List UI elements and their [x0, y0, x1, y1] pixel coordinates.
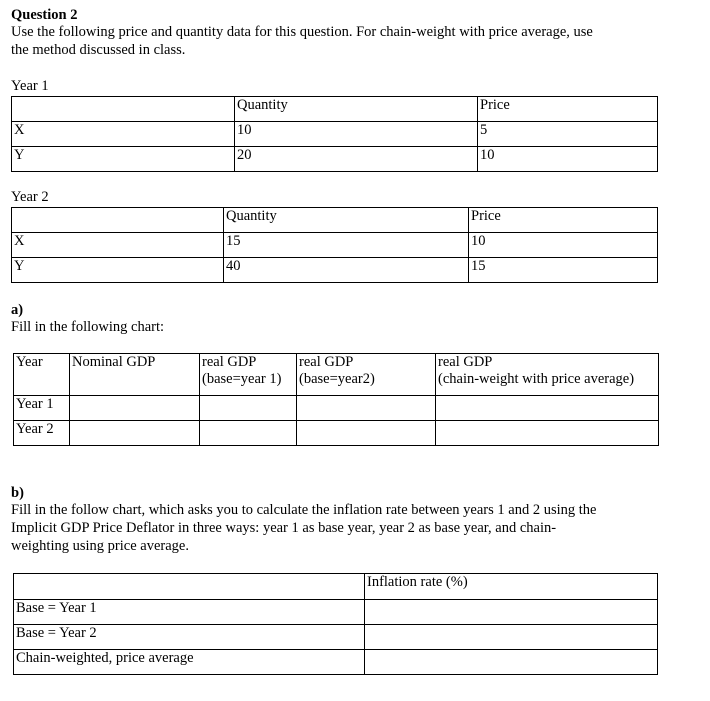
row-label: Base = Year 1 — [14, 600, 365, 625]
table-header: Price — [469, 208, 658, 233]
header-real-gdp-base1-line2: (base=year 1) — [202, 371, 282, 387]
header-real-gdp-base1-line1: real GDP — [202, 354, 257, 370]
table-cell: 10 — [478, 147, 658, 172]
part-a-label: a) — [11, 302, 24, 318]
part-b-line1: Fill in the follow chart, which asks you to calculate the inflation rate between years 1 and 2 using the — [11, 502, 597, 518]
part-b-label: b) — [11, 485, 24, 501]
table-row — [14, 574, 658, 600]
row-label: Year 2 — [14, 421, 70, 446]
table-cell — [365, 625, 658, 650]
table-cell — [12, 208, 224, 233]
row-label: Year 1 — [14, 396, 70, 421]
header-nominal-gdp: Nominal GDP — [72, 354, 156, 370]
header-real-gdp-chain-line2: (chain-weight with price average) — [438, 371, 635, 387]
row-label: Base = Year 2 — [14, 625, 365, 650]
table-cell: X — [12, 233, 224, 258]
table-cell: 10 — [469, 233, 658, 258]
table-row — [14, 354, 659, 396]
table-cell: 15 — [224, 233, 469, 258]
table-cell — [200, 421, 297, 446]
year2-table — [11, 207, 658, 283]
year1-table — [11, 96, 658, 172]
gdp-table — [13, 353, 659, 446]
table-header: Quantity — [235, 97, 478, 122]
table-header — [297, 354, 436, 396]
table-cell — [12, 97, 235, 122]
table-cell: X — [12, 122, 235, 147]
table-cell: Y — [12, 147, 235, 172]
table-cell — [297, 421, 436, 446]
table-row — [14, 600, 658, 625]
table-cell — [297, 396, 436, 421]
header-year: Year — [16, 354, 43, 370]
table-cell — [365, 650, 658, 675]
table-row — [12, 122, 658, 147]
table-cell: 15 — [469, 258, 658, 283]
table-cell — [365, 600, 658, 625]
table-cell: Y — [12, 258, 224, 283]
table-cell: 5 — [478, 122, 658, 147]
table-cell — [436, 421, 659, 446]
table-cell — [14, 574, 365, 600]
table-header — [70, 354, 200, 396]
intro-text-line1: Use the following price and quantity data for this question. For chain-weight with price average, use — [11, 24, 593, 40]
table-row — [14, 421, 659, 446]
table-cell: 20 — [235, 147, 478, 172]
header-real-gdp-base2-line2: (base=year2) — [299, 371, 375, 387]
table-header — [436, 354, 659, 396]
table-cell — [436, 396, 659, 421]
row-label: Chain-weighted, price average — [14, 650, 365, 675]
header-real-gdp-base2-line1: real GDP — [299, 354, 354, 370]
table-row — [12, 97, 658, 122]
part-a-instruction: Fill in the following chart: — [11, 319, 165, 335]
table-header: Quantity — [224, 208, 469, 233]
header-real-gdp-chain-line1: real GDP — [438, 354, 493, 370]
year2-label: Year 2 — [11, 189, 49, 205]
year1-label: Year 1 — [11, 78, 49, 94]
table-cell — [70, 421, 200, 446]
part-b-line2: Implicit GDP Price Deflator in three ways: year 1 as base year, year 2 as base year, and chain- — [11, 520, 557, 536]
table-cell — [200, 396, 297, 421]
table-header — [200, 354, 297, 396]
table-row — [12, 147, 658, 172]
table-row — [12, 208, 658, 233]
table-row — [14, 650, 658, 675]
table-row — [14, 625, 658, 650]
table-row — [12, 258, 658, 283]
table-row — [12, 233, 658, 258]
table-cell: 10 — [235, 122, 478, 147]
question-title: Question 2 — [11, 7, 78, 23]
table-cell — [70, 396, 200, 421]
table-header: Price — [478, 97, 658, 122]
table-header: Inflation rate (%) — [365, 574, 658, 600]
table-row — [14, 396, 659, 421]
inflation-table — [13, 573, 658, 675]
intro-text-line2: the method discussed in class. — [11, 42, 186, 58]
table-header — [14, 354, 70, 396]
part-b-line3: weighting using price average. — [11, 538, 189, 554]
table-cell: 40 — [224, 258, 469, 283]
